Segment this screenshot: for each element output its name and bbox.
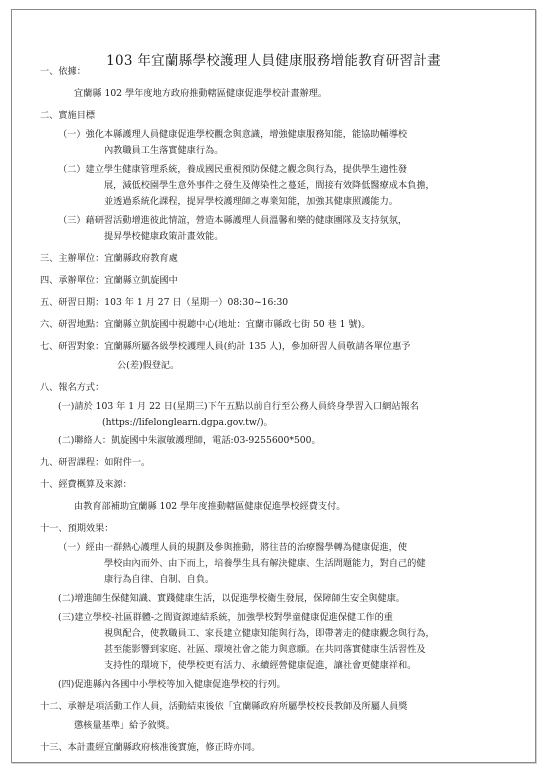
text-line: 由教育部補助宜蘭縣 102 學年度推動轄區健康促進學校經費支付。 [74, 501, 346, 512]
text-line: 三、主辦單位：宜蘭縣政府教育處 [40, 253, 178, 264]
text-line: 一、依據： [40, 66, 86, 77]
text-line: 宜蘭縣 102 學年度地方政府推動轄區健康促進學校計畫辦理。 [74, 88, 328, 99]
text-line: 四、承辦單位：宜蘭縣立凱旋國中 [40, 275, 178, 286]
text-line: (二)聯絡人：凱旋國中朱淑敏護理師，電話:03-9255600*500。 [58, 435, 321, 446]
text-line: (一)請於 103 年 1 月 22 日(星期三)下午五點以前自行至公務人員終身學習入口網站報名 [58, 401, 419, 412]
text-line: （二）建立學生健康管理系統，養成國民重視預防保健之觀念與行為，提供學生適性發 [58, 164, 408, 175]
text-line: (三)建立學校-社區群體-之間資源連結系統，加強學校對學童健康促進保健工作的重 [58, 612, 393, 623]
text-line: (二)增進師生保健知識、實踐健康生活，以促進學校衛生發展，保障師生安全與健康。 [58, 593, 406, 604]
text-line: 並透過系統化課程，提昇學校護理師之專業知能，加強其健康照護能力。 [104, 196, 398, 207]
text-line: 六、研習地點：宜蘭縣立凱旋國中視聽中心(地址：宜蘭市縣政七街 50 巷 1 號)。 [40, 319, 371, 330]
text-line: 學校由內而外、由下而上，培養學生具有解決健康、生活問題能力，對自己的健 [104, 558, 426, 569]
text-line: 十三、本計畫經宜蘭縣政府核准後實施，修正時亦同。 [40, 742, 261, 753]
text-line: 五、研習日期：103 年 1 月 27 日（星期一）08:30~16:30 [40, 297, 289, 308]
text-line: (四)促進縣內各國中小學校等加入健康促進學校的行列。 [58, 679, 286, 690]
text-line: (https://lifelonglearn.dgpa.gov.tw/)。 [102, 417, 273, 428]
text-line: （一）強化本縣護理人員健康促進學校觀念與意識，增強健康服務知能，能協助輔導校 [58, 129, 408, 140]
text-line: （三）藉研習活動增進彼此情誼，營造本縣護理人員溫馨和樂的健康團隊及支持氛氛， [58, 215, 408, 226]
text-line: 康行為自律、自制、自負。 [104, 574, 215, 585]
text-line: 提昇學校健康政策計畫效能。 [104, 231, 224, 242]
text-line: 八、報名方式： [40, 382, 105, 393]
text-line: （一）經由一群熱心護理人員的規劃及參與推動，將往昔的治療醫學轉為健康促進，使 [58, 542, 408, 553]
text-line: 十二、承辦是項活動工作人員，活動結束後依「宜蘭縣政府所屬學校校長教師及所屬人員獎 [40, 701, 408, 712]
text-line: 內教職員工生落實健康行為。 [104, 145, 224, 156]
text-line: 十一、預期效果： [40, 523, 114, 534]
text-line: 十、經費概算及來源： [40, 479, 132, 490]
text-line: 九、研習課程：如附件一。 [40, 457, 151, 468]
text-line: 七、研習對象：宜蘭縣所屬各級學校護理人員(約計 135 人)，參加研習人員敬請各單位惠予 [40, 341, 411, 352]
text-line: 公(差)假登記。 [117, 360, 180, 371]
document-title: 103 年宜蘭縣學校護理人員健康服務增能教育研習計畫 [106, 53, 441, 69]
text-line: 甚至能影響到家庭、社區、環境社會之能力與意願。在共同落實健康生活習性及 [104, 644, 426, 655]
text-line: 視與配合，使教職員工、家長建立健康知能與行為，即帶著走的健康觀念與行為， [104, 628, 435, 639]
text-line: 二、實施目標 [40, 110, 96, 121]
text-line: 支持性的環境下，使學校更有活力、永續經營健康促進，讓社會更健康祥和。 [104, 660, 417, 671]
text-line: 懲核量基準」給予敘獎。 [74, 720, 176, 731]
text-line: 展，減低校園學生意外事件之發生及傳染性之蔓延，間接有效降低醫療成本負擔， [104, 180, 435, 191]
